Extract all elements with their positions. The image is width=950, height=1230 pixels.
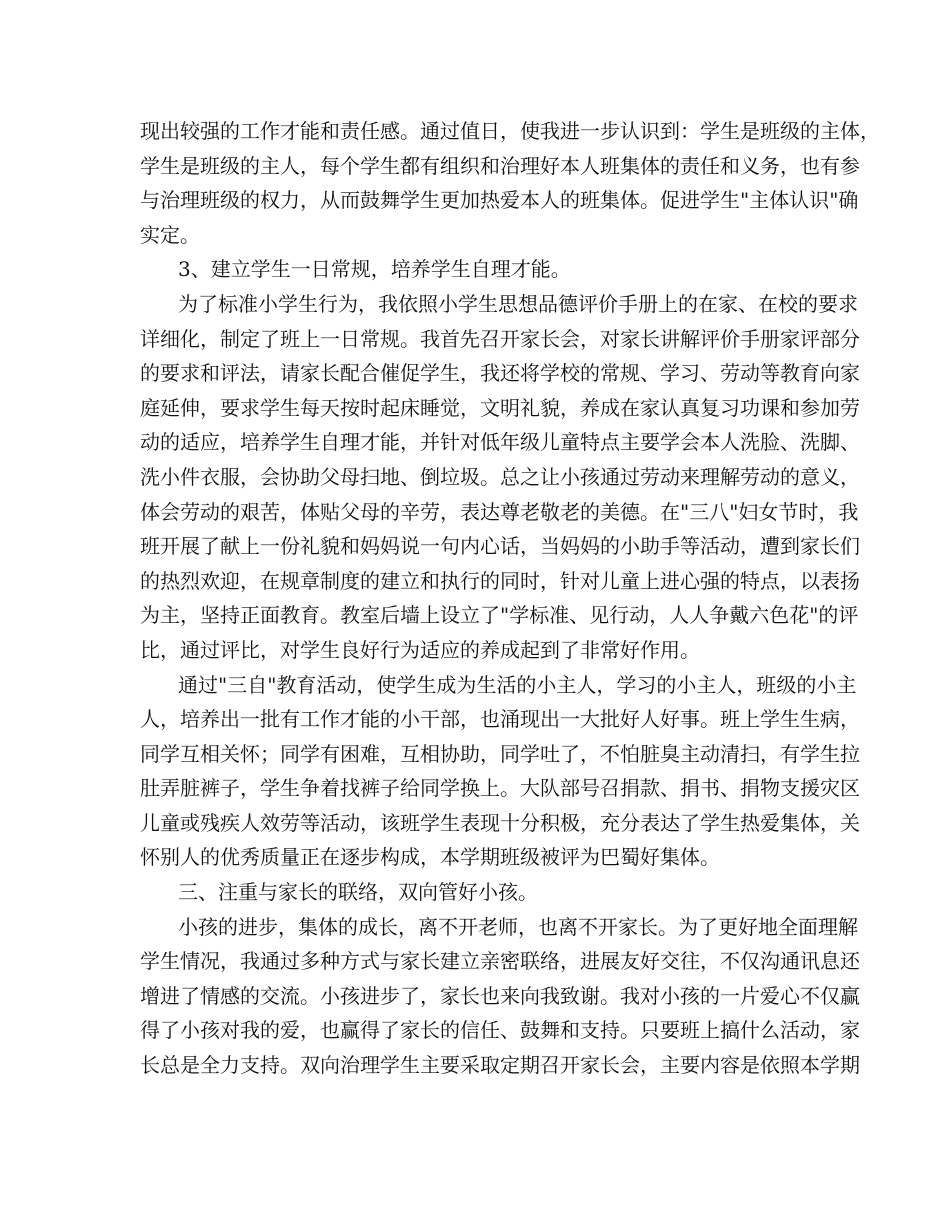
text-line: 为主，坚持正面教育。教室后墙上设立了"学标准、见行动，人人争戴六色花"的评 xyxy=(140,603,859,628)
section-heading: 3、建立学生一日常规，培养学生自理才能。 xyxy=(178,257,571,282)
text-line: 体会劳动的艰苦，体贴父母的辛劳，表达尊老敬老的美德。在"三八"妇女节时，我 xyxy=(140,499,859,524)
text-line: 为了标准小学生行为，我依照小学生思想品德评价手册上的在家、在校的要求 xyxy=(178,291,858,316)
text-line: 人，培养出一批有工作才能的小干部，也涌现出一大批好人好事。班上学生生病， xyxy=(140,707,860,732)
text-line: 比，通过评比，对学生良好行为适应的养成起到了非常好作用。 xyxy=(140,637,700,662)
text-line: 班开展了献上一份礼貌和妈妈说一句内心话，当妈妈的小助手等活动，遭到家长们 xyxy=(140,534,860,559)
text-line: 实定。 xyxy=(140,222,200,247)
text-line: 洗小件衣服，会协助父母扫地、倒垃圾。总之让小孩通过劳动来理解劳动的意义， xyxy=(140,464,860,489)
text-line: 得了小孩对我的爱，也赢得了家长的信任、鼓舞和支持。只要班上搞什么活动，家 xyxy=(140,1018,860,1043)
text-line: 动的适应，培养学生自理才能，并针对低年级儿童特点主要学会本人洗脸、洗脚、 xyxy=(140,430,860,455)
text-line: 详细化，制定了班上一日常规。我首先召开家长会，对家长讲解评价手册家评部分 xyxy=(140,326,860,351)
text-line: 肚弄脏裤子，学生争着找裤子给同学换上。大队部号召捐款、捐书、捐物支援灾区 xyxy=(140,776,860,801)
text-line: 学生情况，我通过多种方式与家长建立亲密联络，进展友好交往，不仅沟通讯息还 xyxy=(140,949,860,974)
text-line: 的要求和评法，请家长配合催促学生，我还将学校的常规、学习、劳动等教育向家 xyxy=(140,361,860,386)
text-line: 现出较强的工作才能和责任感。通过值日，使我进一步认识到：学生是班级的主体， xyxy=(140,119,880,143)
document-body xyxy=(140,114,880,1083)
text-line: 增进了情感的交流。小孩进步了，家长也来向我致谢。我对小孩的一片爱心不仅赢 xyxy=(140,983,860,1008)
text-line: 怀别人的优秀质量正在逐步构成，本学期班级被评为巴蜀好集体。 xyxy=(140,845,720,870)
text-line: 小孩的进步，集体的成长，离不开老师，也离不开家长。为了更好地全面理解 xyxy=(178,914,858,939)
text-line: 庭延伸，要求学生每天按时起床睡觉，文明礼貌，养成在家认真复习功课和参加劳 xyxy=(140,395,860,420)
text-line: 学生是班级的主人，每个学生都有组织和治理好本人班集体的责任和义务，也有参 xyxy=(140,153,860,178)
text-line: 长总是全力支持。双向治理学生主要采取定期召开家长会，主要内容是依照本学期 xyxy=(140,1053,860,1078)
text-line: 与治理班级的权力，从而鼓舞学生更加热爱本人的班集体。促进学生"主体认识"确 xyxy=(140,188,859,213)
text-line: 通过"三自"教育活动，使学生成为生活的小主人，学习的小主人，班级的小主 xyxy=(178,672,857,697)
section-heading: 三、注重与家长的联络，双向管好小孩。 xyxy=(178,880,538,905)
text-line: 的热烈欢迎，在规章制度的建立和执行的同时，针对儿童上进心强的特点，以表扬 xyxy=(140,568,860,593)
text-line: 儿童或残疾人效劳等活动，该班学生表现十分积极，充分表达了学生热爱集体，关 xyxy=(140,810,860,835)
text-line: 同学互相关怀；同学有困难，互相协助，同学吐了，不怕脏臭主动清扫，有学生拉 xyxy=(140,741,860,766)
